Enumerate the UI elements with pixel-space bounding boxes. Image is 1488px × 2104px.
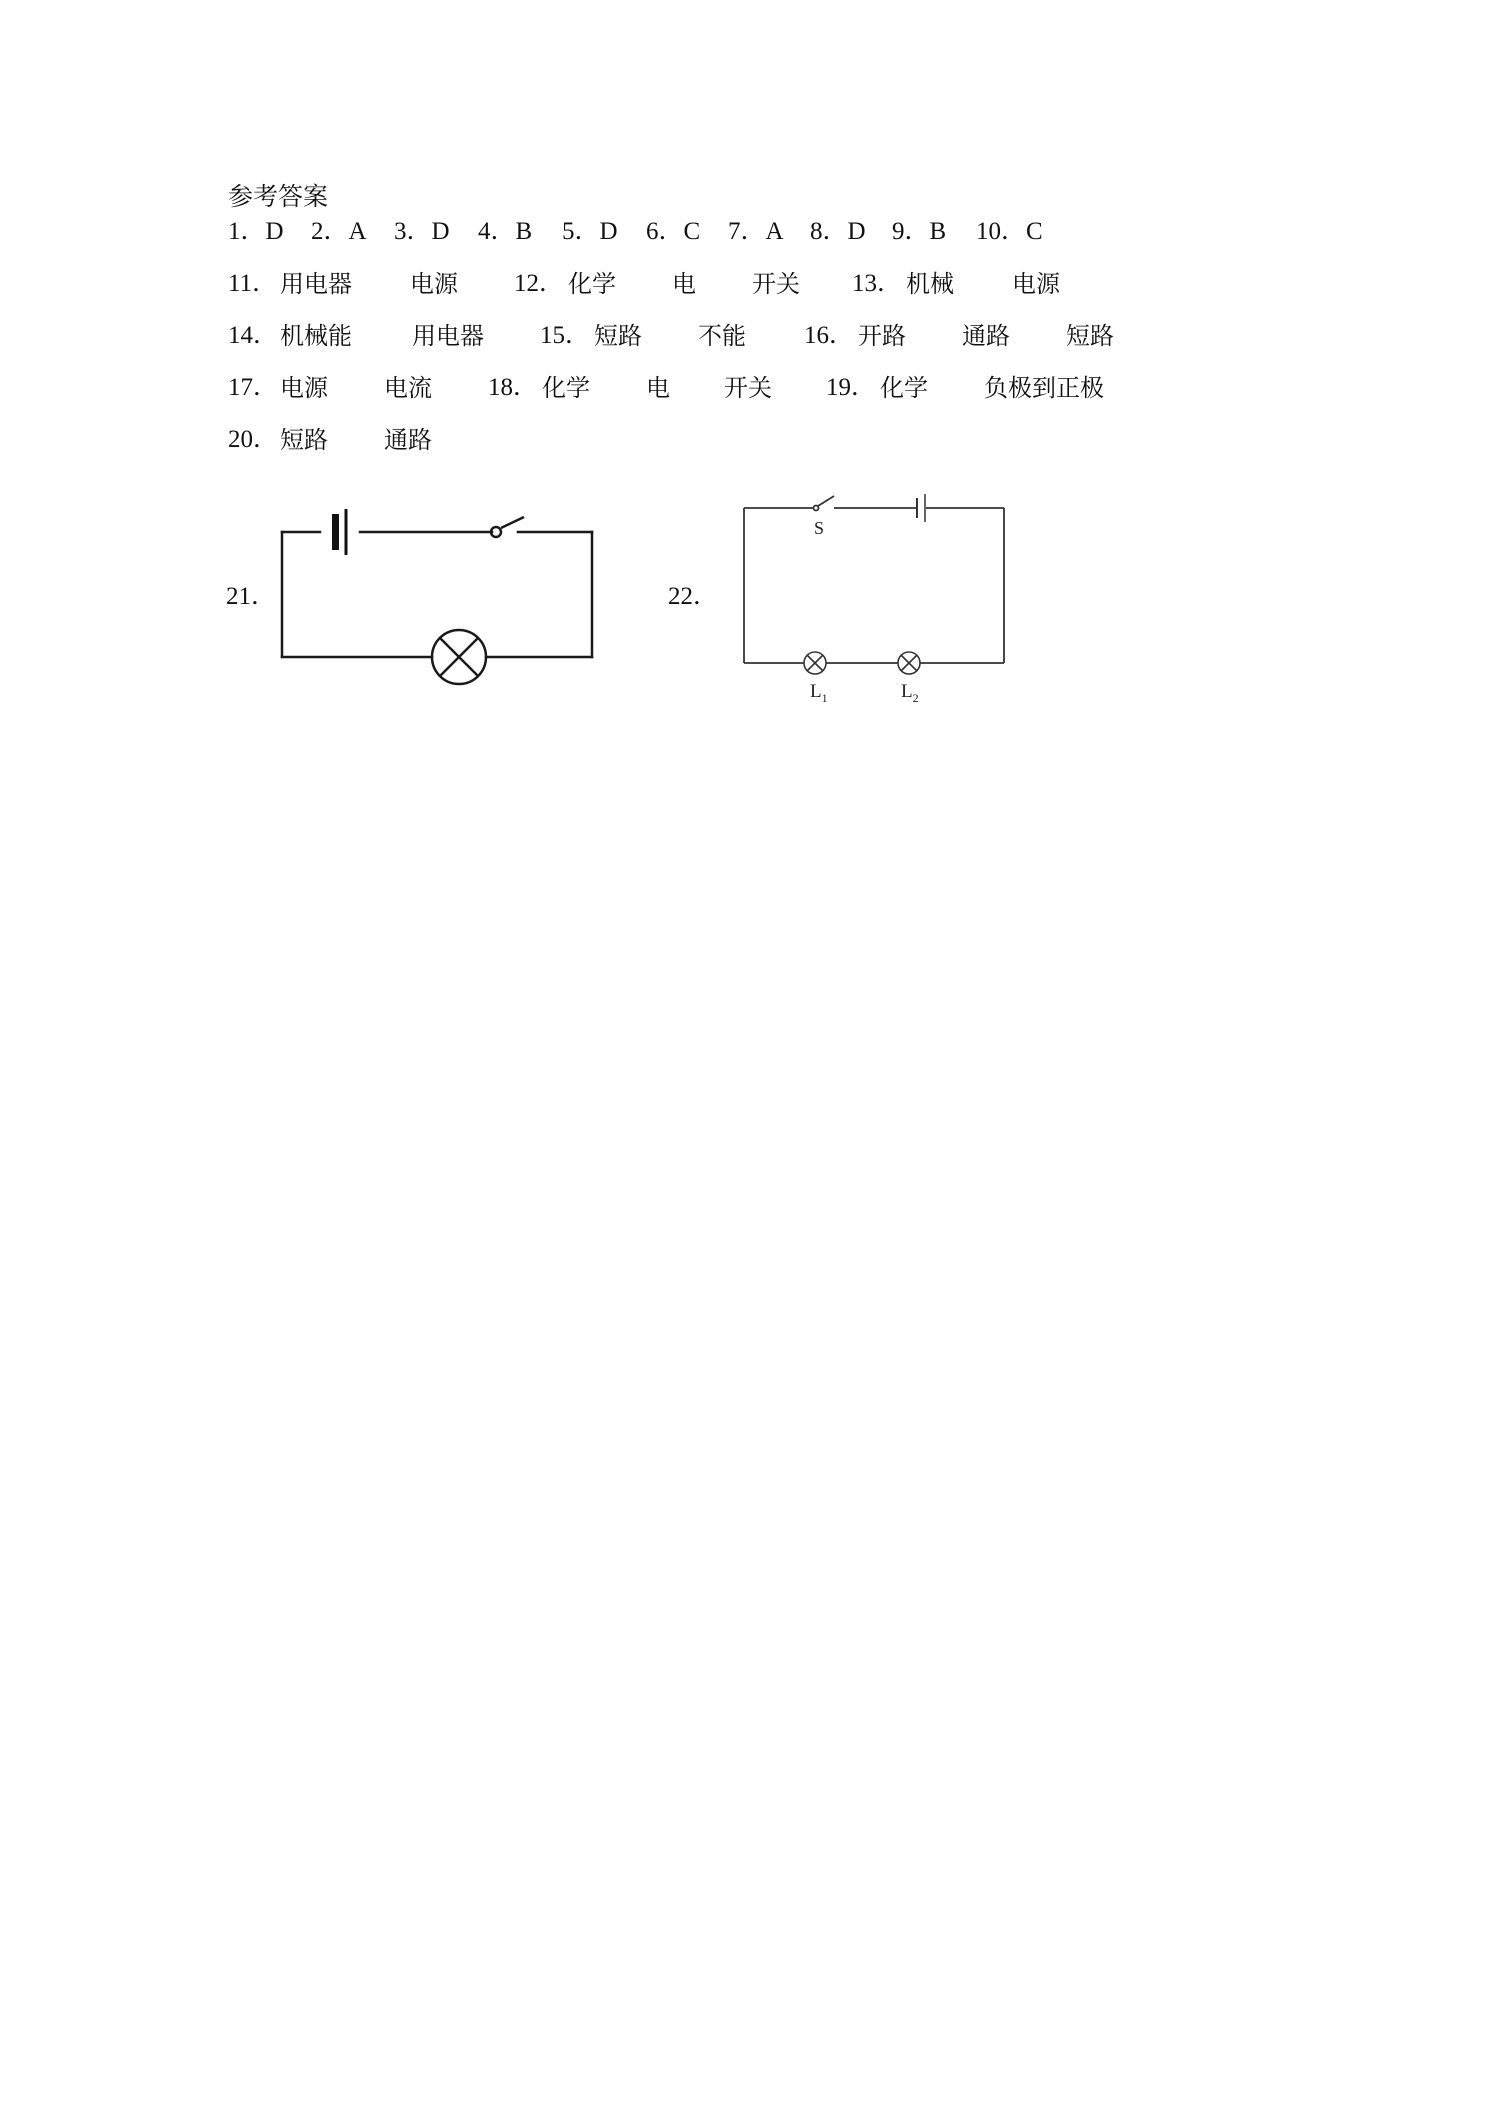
answer-text: 电源 xyxy=(1012,270,1060,298)
answer-text: 负极到正极 xyxy=(984,374,1104,402)
fill-answer-row xyxy=(228,318,1328,354)
fill-answer-row xyxy=(228,422,1328,458)
answer-text: 化学 xyxy=(880,374,928,402)
question-number: 20． xyxy=(228,426,279,453)
fill-answer-row xyxy=(228,370,1328,406)
question-number: 17． xyxy=(228,374,279,401)
answer-text: 电 xyxy=(672,270,696,298)
mc-answer-6: 6．C xyxy=(646,218,701,245)
answer-text: 不能 xyxy=(698,322,746,350)
answer-text: 短路 xyxy=(280,426,328,454)
mc-answer-5: 5．D xyxy=(562,218,618,245)
answer-text: 通路 xyxy=(384,426,432,454)
lamp-symbol xyxy=(432,630,486,684)
answer-text: 电源 xyxy=(410,270,458,298)
question-number: 19． xyxy=(826,374,877,401)
mc-answer-7: 7．A xyxy=(728,218,784,245)
figure-22-number: 22． xyxy=(668,583,719,610)
answer-text: 电源 xyxy=(280,374,328,402)
mc-answer-10: 10．C xyxy=(976,218,1043,245)
question-number: 15． xyxy=(540,322,591,349)
answer-text: 通路 xyxy=(962,322,1010,350)
answer-text: 短路 xyxy=(1066,322,1114,350)
answer-text: 化学 xyxy=(568,270,616,298)
question-number: 11． xyxy=(228,270,278,297)
battery-symbol xyxy=(917,494,925,522)
answer-text: 电流 xyxy=(384,374,432,402)
answer-text: 开路 xyxy=(858,322,906,350)
answer-text: 机械 xyxy=(906,270,954,298)
question-number: 12． xyxy=(514,270,565,297)
answer-key-heading: 参考答案 xyxy=(228,182,329,211)
question-number: 14． xyxy=(228,322,279,349)
switch-symbol xyxy=(814,496,835,511)
answer-text: 机械能 xyxy=(280,322,352,350)
answer-text: 电 xyxy=(646,374,670,402)
battery-symbol xyxy=(332,509,346,555)
mc-answer-9: 9．B xyxy=(892,218,947,245)
switch-symbol xyxy=(491,517,524,537)
figure-21-number: 21． xyxy=(226,583,277,610)
mc-answer-1: 1．D xyxy=(228,218,284,245)
question-number: 16． xyxy=(804,322,855,349)
switch-label: S xyxy=(813,518,825,538)
answer-text: 短路 xyxy=(594,322,642,350)
mc-answer-4: 4．B xyxy=(478,218,533,245)
answer-text: 开关 xyxy=(752,270,800,298)
circuit-diagram-21 xyxy=(270,495,600,695)
mc-answer-2: 2．A xyxy=(311,218,367,245)
lamp-l2-label: $L_2$ xyxy=(901,681,919,705)
mc-answer-8: 8．D xyxy=(810,218,866,245)
answer-text: 用电器 xyxy=(280,270,352,298)
question-number: 13． xyxy=(852,270,903,297)
question-number: 18． xyxy=(488,374,539,401)
lamp-l1-symbol xyxy=(804,652,826,674)
lamp-l1-label: $L_1$ xyxy=(810,681,828,705)
answer-text: 化学 xyxy=(542,374,590,402)
answer-text: 用电器 xyxy=(412,322,484,350)
fill-answer-row xyxy=(228,266,1328,302)
mc-answer-3: 3．D xyxy=(394,218,450,245)
mc-answer-row xyxy=(228,214,1328,250)
lamp-l2-symbol xyxy=(898,652,920,674)
circuit-diagram-22 xyxy=(730,490,1020,715)
answer-text: 开关 xyxy=(724,374,772,402)
